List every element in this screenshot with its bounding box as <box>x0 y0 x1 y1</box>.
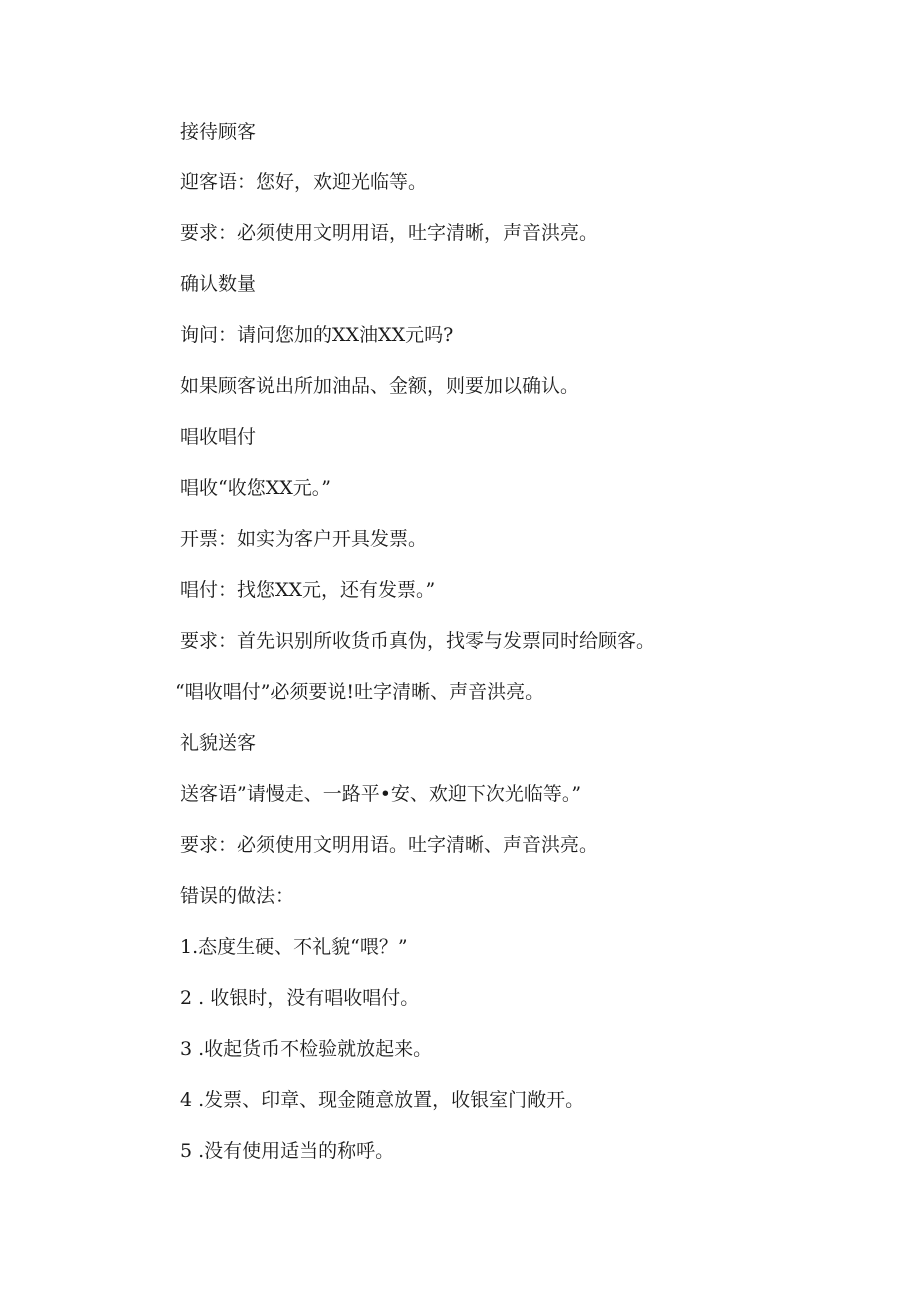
section-heading-confirm-quantity: 确认数量 <box>180 273 257 295</box>
text-line: 开票：如实为客户开具发票。 <box>180 528 428 550</box>
list-item: 1.态度生硬、不礼貌“喂？” <box>180 936 408 958</box>
text-line: 要求：首先识别所收货币真伪，找零与发票同时给顾客。 <box>180 630 656 652</box>
text-line: 询问：请问您加的XX油XX元吗? <box>180 324 454 346</box>
section-heading-sing-receive-pay: 唱收唱付 <box>180 426 257 448</box>
list-item: 5 .没有使用适当的称呼。 <box>180 1140 395 1162</box>
text-line: 送客语”请慢走、一路平•安、欢迎下次光临等。” <box>180 783 582 805</box>
text-line: 迎客语：您好，欢迎光临等。 <box>180 171 428 193</box>
list-item: 4 .发票、印章、现金随意放置，收银室门敞开。 <box>180 1089 585 1111</box>
text-line: “唱收唱付”必须要说!吐字清晰、声音洪亮。 <box>175 681 545 703</box>
list-item: 3 .收起货币不检验就放起来。 <box>180 1038 433 1060</box>
text-line: 如果顾客说出所加油品、金额，则要加以确认。 <box>180 375 580 397</box>
section-heading-polite-farewell: 礼貌送客 <box>180 732 257 754</box>
text-line: 唱收“收您XX元。” <box>180 477 331 499</box>
section-heading-reception: 接待顾客 <box>180 121 257 143</box>
list-item: 2 . 收银时，没有唱收唱付。 <box>180 987 420 1009</box>
text-line: 要求：必须使用文明用语，吐字清晰，声音洪亮。 <box>180 222 599 244</box>
text-line: 唱付：找您XX元，还有发票。” <box>180 579 436 601</box>
text-line: 要求：必须使用文明用语。吐字清晰、声音洪亮。 <box>180 834 599 856</box>
section-heading-wrong-practices: 错误的做法： <box>180 885 295 907</box>
